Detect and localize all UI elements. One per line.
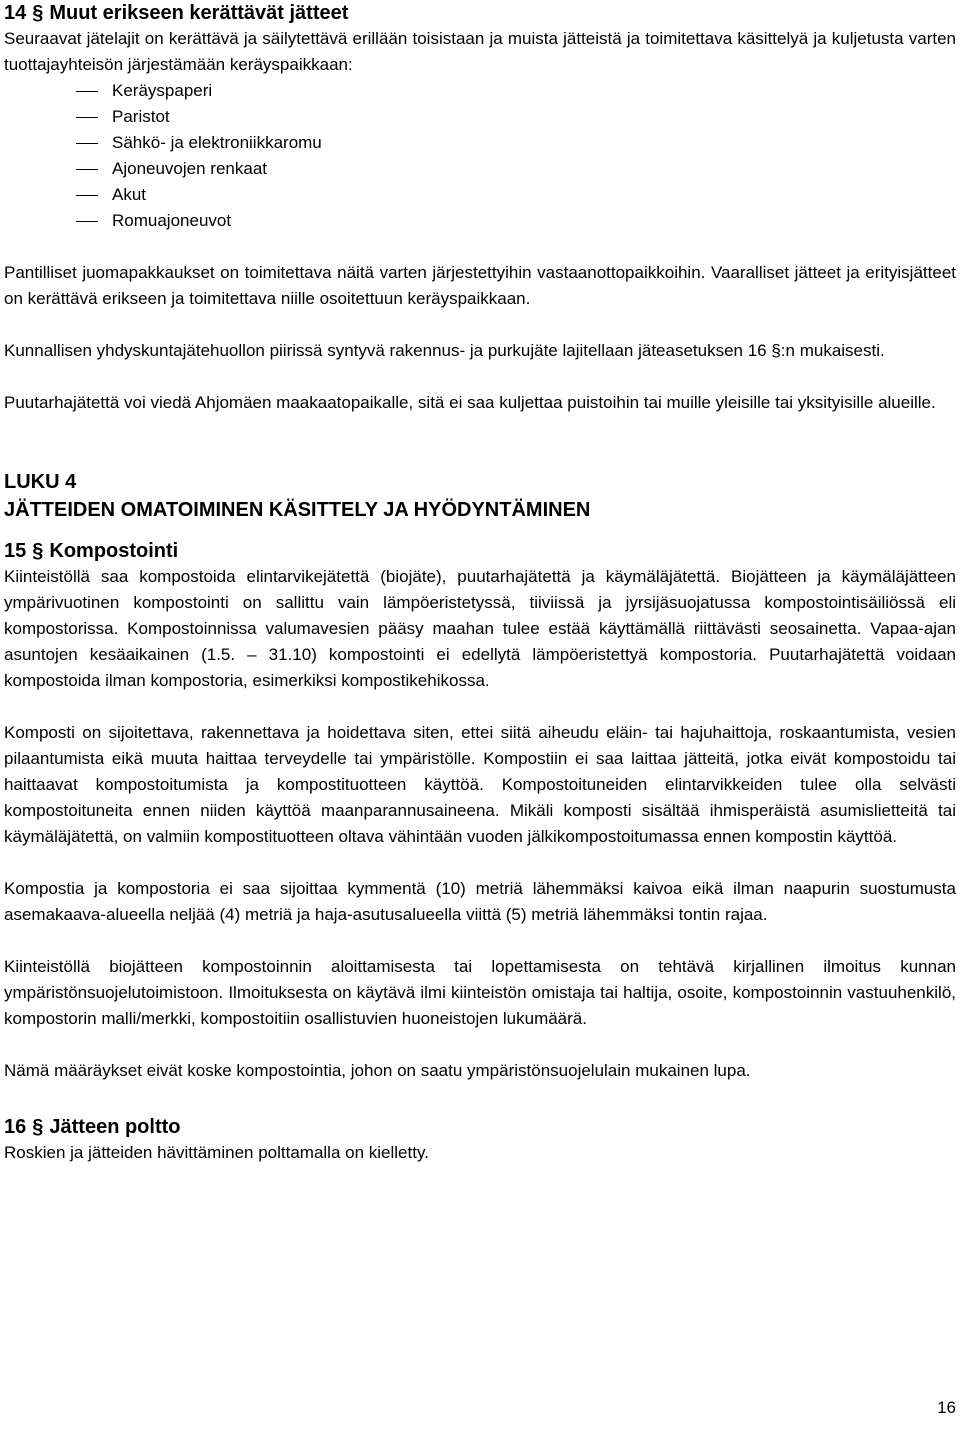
section-14-paragraph: Puutarhajätettä voi viedä Ahjomäen maakaatopaikalle, sitä ei saa kuljettaa puistoihin tai muille yleisille tai yksityisille alueille. [4, 393, 936, 412]
section-sign: § [32, 1116, 44, 1138]
section-number: 15 [4, 540, 27, 562]
dash-bullet [76, 169, 98, 170]
section-15-heading [4, 538, 956, 564]
chapter-number: LUKU 4 [4, 471, 77, 493]
waste-type-list [4, 78, 956, 234]
list-item [4, 78, 956, 104]
section-14-paragraph: Kunnallisen yhdyskuntajätehuollon piirissä syntyvä rakennus- ja purkujäte lajitellaan jäteasetuksen 16 §:n mukaisesti. [4, 341, 885, 360]
section-15-paragraph: Kiinteistöllä biojätteen kompostoinnin aloittamisesta tai lopettamisesta on tehtävä kirjallinen ilmoitus kunnan ympäristönsuojelutoimistoon. Ilmoituksesta on käytävä ilmi kiinteistön omistaja tai haltija, osoite, kompostoinnin vastuuhenkilö, kompostorin malli/merkki, kompostoitiin osallistuvien huoneistojen lukumäärä. [4, 957, 956, 1028]
section-sign: § [32, 540, 44, 562]
dash-bullet [76, 91, 98, 92]
list-item-label: Ajoneuvojen renkaat [112, 159, 268, 178]
chapter-heading [4, 468, 956, 524]
document-page [4, 0, 956, 1166]
section-14-heading [4, 0, 956, 26]
list-item-label: Romuajoneuvot [112, 211, 232, 230]
dash-bullet [76, 143, 98, 144]
section-14-paragraph: Pantilliset juomapakkaukset on toimitettava näitä varten järjestettyihin vastaanottopaikkoihin. Vaaralliset jätteet ja erityisjätteet on kerättävä erikseen ja toimitettava niille osoitettuun keräyspaikkaan. [4, 263, 956, 308]
list-item [4, 182, 956, 208]
list-item [4, 156, 956, 182]
section-number: 16 [4, 1116, 27, 1138]
section-number: 14 [4, 2, 27, 24]
section-title: Jätteen poltto [49, 1116, 181, 1138]
list-item-label: Akut [112, 185, 147, 204]
section-15-paragraph: Kompostia ja kompostoria ei saa sijoittaa kymmentä (10) metriä lähemmäksi kaivoa eikä ilman naapurin suostumusta asemakaava-alueella neljää (4) metriä ja haja-asutusalueella viittä (5) metriä lähemmäksi tontin rajaa. [4, 879, 956, 924]
list-item-label: Paristot [112, 107, 170, 126]
section-sign: § [32, 2, 44, 24]
section-16-paragraph: Roskien ja jätteiden hävittäminen polttamalla on kielletty. [4, 1143, 429, 1162]
list-item [4, 208, 956, 234]
dash-bullet [76, 195, 98, 196]
list-item-label: Sähkö- ja elektroniikkaromu [112, 133, 322, 152]
dash-bullet [76, 117, 98, 118]
section-15-paragraph: Komposti on sijoitettava, rakennettava ja hoidettava siten, ettei siitä aiheudu eläin- tai hajuhaittoja, roskaantumista, vesien pilaantumista eikä muuta haittaa terveydelle tai ympäristölle. Kompostiin ei saa laittaa jätteitä, jotka eivät kompostoidu tai haittaavat kompostoitumista ja kompostituotteen käyttöä. Kompostoituneiden elintarvikkeiden tulee olla selvästi kompostoituneita ennen niiden käyttöä maanparannusaineena. Mikäli komposti sisältää ihmisperäistä asumislietteitä tai käymäläjätettä, on valmiin kompostituotteen oltava vähintään vuoden jälkikompostoitumassa ennen kompostin käyttöä. [4, 723, 956, 846]
chapter-title: JÄTTEIDEN OMATOIMINEN KÄSITTELY JA HYÖDYNTÄMINEN [4, 499, 591, 521]
list-item [4, 104, 956, 130]
section-14-intro: Seuraavat jätelajit on kerättävä ja säilytettävä erillään toisistaan ja muista jätteistä ja toimitettava käsittelyä ja kuljetusta varten tuottajayhteisön järjestämään keräyspaikkaan: [4, 29, 956, 74]
dash-bullet [76, 221, 98, 222]
section-15-paragraph: Kiinteistöllä saa kompostoida elintarvikejätettä (biojäte), puutarhajätettä ja käymäläjätettä. Biojätteen ja käymäläjätteen ympärivuotinen kompostointi on sallittu vain lämpöeristetyssä, tiiviissä ja jyrsijäsuojatussa kompostointisäiliössä eli kompostorissa. Kompostoinnissa valumavesien pääsy maahan tulee estää käyttämällä riittävästi seosainetta. Vapaa-ajan asuntojen kesäaikainen (1.5. – 31.10) kompostointi ei edellytä lämpöeristettyä kompostoria. Puutarhajätettä voidaan kompostoida ilman kompostoria, esimerkiksi kompostikehikossa. [4, 567, 956, 690]
section-title: Kompostointi [49, 540, 179, 562]
list-item [4, 130, 956, 156]
section-15-paragraph: Nämä määräykset eivät koske kompostointia, johon on saatu ympäristönsuojelulain mukainen lupa. [4, 1061, 751, 1080]
section-title: Muut erikseen kerättävät jätteet [49, 2, 349, 24]
section-16-heading [4, 1114, 956, 1140]
page-number: 16 [937, 1398, 956, 1417]
list-item-label: Keräyspaperi [112, 81, 213, 100]
